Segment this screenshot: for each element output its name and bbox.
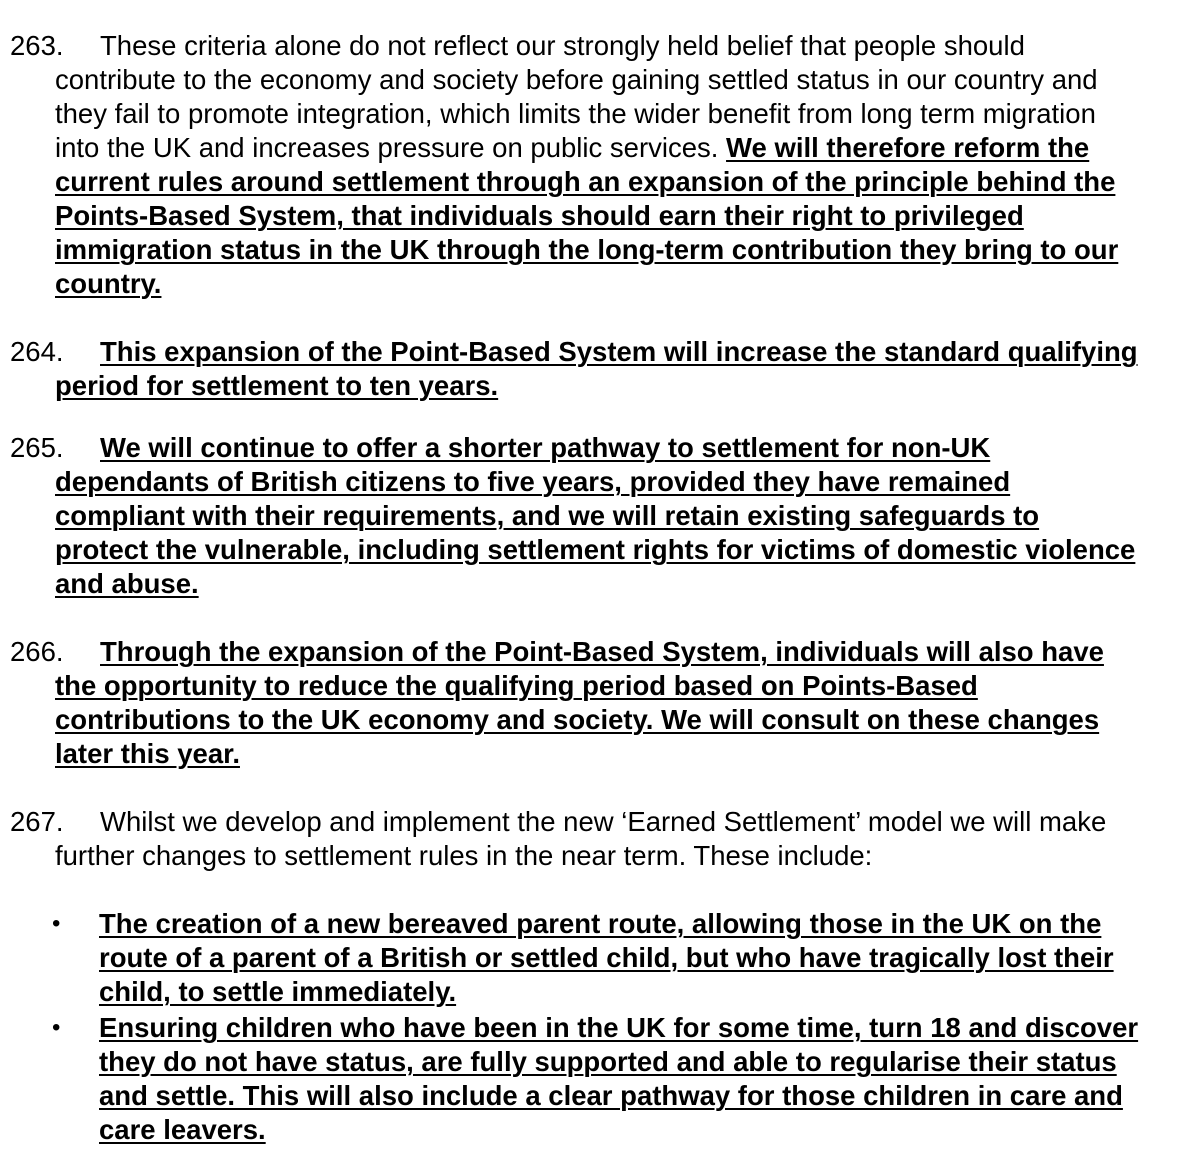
paragraph-emphasis: Through the expansion of the Point-Based System, individuals will also have the opportunity to reduce the qualifying period based on Points-Based contributions to the UK economy and society. We will consult on these changes later this year. <box>55 636 1104 769</box>
paragraph-number: 267. <box>10 806 64 837</box>
paragraph-emphasis: We will continue to offer a shorter pathway to settlement for non-UK dependants of British citizens to five years, provided they have remained compliant with their requirements, and we will retain existing safeguards to protect the vulnerable, including settlement rights for victims of domestic violence and abuse. <box>55 432 1136 599</box>
paragraph-number: 264. <box>10 336 64 367</box>
paragraph-263 <box>0 29 1179 301</box>
paragraph-267 <box>0 805 1179 873</box>
bullet-item <box>0 907 1179 1009</box>
bullet-item <box>0 1011 1179 1147</box>
bullet-icon: • <box>52 910 61 937</box>
bullet-list <box>0 907 1179 1147</box>
paragraph-265 <box>0 431 1179 601</box>
paragraph-text: These criteria alone do not reflect our strongly held belief that people should contribute to the economy and society before gaining settled status in our country and they fail to promote integration, which limits the wider benefit from long term migration into the UK and increases pressure on public services. <box>55 30 1098 163</box>
bullet-text: Ensuring children who have been in the UK for some time, turn 18 and discover they do not have status, are fully supported and able to regularise their status and settle. This will also include a clear pathway for those children in care and care leavers. <box>99 1012 1139 1145</box>
paragraph-emphasis: We will therefore reform the current rules around settlement through an expansion of the principle behind the Points-Based System, that individuals should earn their right to privileged immigration status in the UK through the long-term contribution they bring to our country. <box>55 132 1119 299</box>
paragraph-number: 265. <box>10 432 64 463</box>
bullet-text: The creation of a new bereaved parent route, allowing those in the UK on the route of a parent of a British or settled child, but who have tragically lost their child, to settle immediately. <box>99 908 1114 1007</box>
paragraph-264 <box>0 335 1179 403</box>
paragraph-text: Whilst we develop and implement the new ‘Earned Settlement’ model we will make further changes to settlement rules in the near term. These include: <box>55 806 1107 871</box>
paragraph-266 <box>0 635 1179 771</box>
document-page <box>0 29 1179 1149</box>
paragraph-number: 266. <box>10 636 64 667</box>
paragraph-number: 263. <box>10 30 64 61</box>
bullet-icon: • <box>52 1014 61 1041</box>
paragraph-emphasis: This expansion of the Point-Based System will increase the standard qualifying period for settlement to ten years. <box>55 336 1138 401</box>
